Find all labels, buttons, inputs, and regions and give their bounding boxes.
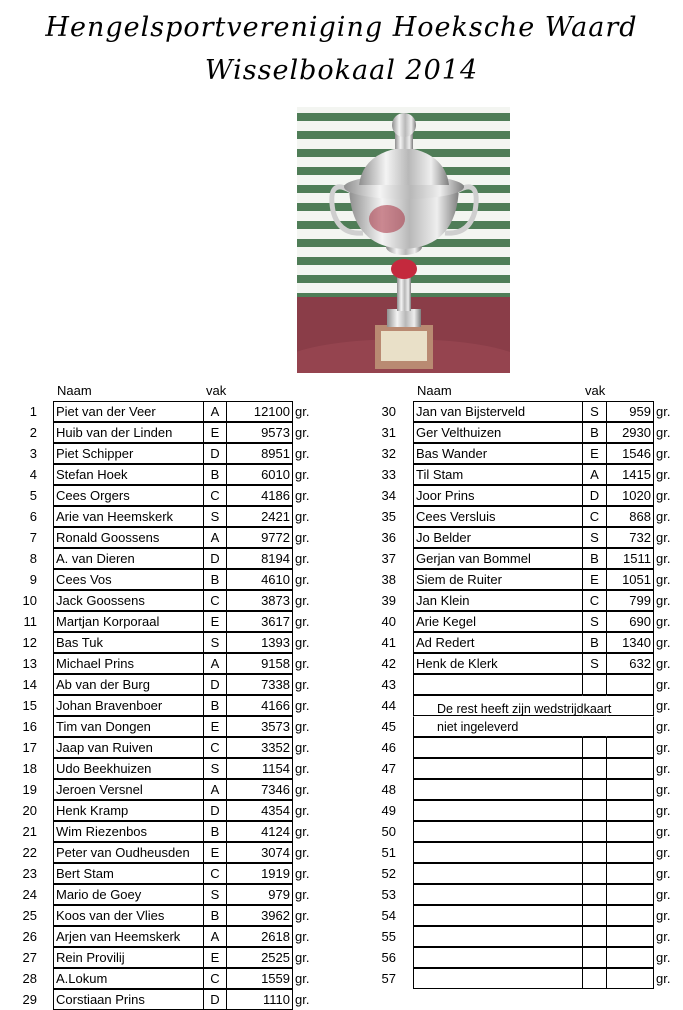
name-cell: Koos van der Vlies (53, 905, 204, 926)
row-number: 45 (381, 719, 396, 734)
name-cell: Til Stam (413, 464, 583, 485)
vak-cell (582, 800, 607, 821)
name-cell: Corstiaan Prins (53, 989, 204, 1010)
unit-label: gr. (656, 551, 671, 566)
name-cell (413, 758, 583, 779)
vak-cell (582, 884, 607, 905)
row-number: 37 (381, 551, 396, 566)
unit-label: gr. (295, 404, 310, 419)
vak-cell: C (203, 590, 227, 611)
unit-label: gr. (656, 572, 671, 587)
weight-cell: 1020 (606, 485, 654, 506)
row-number: 14 (22, 677, 37, 692)
unit-label: gr. (295, 677, 310, 692)
row-number: 16 (22, 719, 37, 734)
name-cell: Siem de Ruiter (413, 569, 583, 590)
weight-cell (606, 842, 654, 863)
weight-cell: 1559 (226, 968, 293, 989)
weight-cell (606, 884, 654, 905)
weight-cell: 979 (226, 884, 293, 905)
vak-cell: B (203, 905, 227, 926)
vak-cell: B (203, 464, 227, 485)
name-cell (413, 842, 583, 863)
row-number: 50 (381, 824, 396, 839)
unit-label: gr. (656, 698, 671, 713)
unit-label: gr. (656, 404, 671, 419)
row-number: 54 (381, 908, 396, 923)
row-number: 15 (22, 698, 37, 713)
weight-cell: 1051 (606, 569, 654, 590)
unit-label: gr. (295, 467, 310, 482)
weight-cell (606, 926, 654, 947)
unit-label: gr. (656, 446, 671, 461)
weight-cell: 690 (606, 611, 654, 632)
weight-cell: 1511 (606, 548, 654, 569)
vak-cell: A (203, 926, 227, 947)
weight-cell (606, 863, 654, 884)
unit-label: gr. (295, 635, 310, 650)
unit-label: gr. (295, 488, 310, 503)
vak-cell: D (203, 443, 227, 464)
name-cell: Gerjan van Bommel (413, 548, 583, 569)
vak-cell: B (582, 632, 607, 653)
row-number: 55 (381, 929, 396, 944)
page-title: Hengelsportvereniging Hoeksche Waard (45, 12, 638, 43)
row-number: 10 (22, 593, 37, 608)
unit-label: gr. (656, 740, 671, 755)
unit-label: gr. (295, 866, 310, 881)
name-cell: Peter van Oudheusden (53, 842, 204, 863)
row-number: 27 (22, 950, 37, 965)
unit-label: gr. (295, 740, 310, 755)
vak-cell (582, 905, 607, 926)
vak-cell: B (203, 695, 227, 716)
vak-cell: A (203, 779, 227, 800)
weight-cell: 9573 (226, 422, 293, 443)
header-vak-left: vak (206, 383, 227, 398)
row-number: 30 (381, 404, 396, 419)
name-cell: Ger Velthuizen (413, 422, 583, 443)
row-number: 24 (22, 887, 37, 902)
note-line-1: De rest heeft zijn wedstrijdkaart (437, 702, 612, 716)
unit-label: gr. (295, 887, 310, 902)
name-cell: Arie Kegel (413, 611, 583, 632)
weight-cell: 7338 (226, 674, 293, 695)
vak-cell: E (582, 443, 607, 464)
row-number: 42 (381, 656, 396, 671)
weight-cell: 1393 (226, 632, 293, 653)
unit-label: gr. (295, 824, 310, 839)
unit-label: gr. (656, 530, 671, 545)
unit-label: gr. (656, 593, 671, 608)
unit-label: gr. (656, 866, 671, 881)
name-cell: Ad Redert (413, 632, 583, 653)
vak-cell (582, 863, 607, 884)
row-number: 33 (381, 467, 396, 482)
weight-cell: 9772 (226, 527, 293, 548)
row-number: 20 (22, 803, 37, 818)
unit-label: gr. (656, 467, 671, 482)
weight-cell: 4186 (226, 485, 293, 506)
weight-cell: 4610 (226, 569, 293, 590)
weight-cell (606, 758, 654, 779)
row-number: 2 (29, 425, 37, 440)
weight-cell: 632 (606, 653, 654, 674)
unit-label: gr. (295, 971, 310, 986)
name-cell: Jaap van Ruiven (53, 737, 204, 758)
name-cell (413, 968, 583, 989)
unit-label: gr. (656, 887, 671, 902)
weight-cell: 7346 (226, 779, 293, 800)
row-number: 36 (381, 530, 396, 545)
unit-label: gr. (295, 908, 310, 923)
vak-cell (582, 821, 607, 842)
weight-cell: 3573 (226, 716, 293, 737)
row-number: 9 (29, 572, 37, 587)
row-number: 53 (381, 887, 396, 902)
vak-cell: S (582, 611, 607, 632)
row-number: 40 (381, 614, 396, 629)
row-number: 12 (22, 635, 37, 650)
vak-cell: C (203, 737, 227, 758)
weight-cell: 4166 (226, 695, 293, 716)
name-cell: Bas Tuk (53, 632, 204, 653)
weight-cell (606, 737, 654, 758)
unit-label: gr. (295, 845, 310, 860)
name-cell: Cees Orgers (53, 485, 204, 506)
weight-cell: 1110 (226, 989, 293, 1010)
unit-label: gr. (295, 425, 310, 440)
weight-cell: 12100 (226, 401, 293, 422)
vak-cell (582, 758, 607, 779)
row-number: 22 (22, 845, 37, 860)
row-number: 35 (381, 509, 396, 524)
vak-cell: D (203, 800, 227, 821)
weight-cell: 1546 (606, 443, 654, 464)
name-cell: Henk de Klerk (413, 653, 583, 674)
unit-label: gr. (295, 803, 310, 818)
weight-cell: 868 (606, 506, 654, 527)
vak-cell: A (582, 464, 607, 485)
unit-label: gr. (656, 509, 671, 524)
unit-label: gr. (656, 719, 671, 734)
unit-label: gr. (295, 761, 310, 776)
row-number: 1 (29, 404, 37, 419)
row-number: 38 (381, 572, 396, 587)
vak-cell: D (203, 548, 227, 569)
unit-label: gr. (656, 908, 671, 923)
row-number: 34 (381, 488, 396, 503)
name-cell: Henk Kramp (53, 800, 204, 821)
name-cell: Michael Prins (53, 653, 204, 674)
row-number: 57 (381, 971, 396, 986)
vak-cell: B (582, 548, 607, 569)
name-cell: Rein Provilij (53, 947, 204, 968)
weight-cell: 1154 (226, 758, 293, 779)
row-number: 43 (381, 677, 396, 692)
weight-cell: 8951 (226, 443, 293, 464)
weight-cell: 799 (606, 590, 654, 611)
row-number: 46 (381, 740, 396, 755)
weight-cell: 1919 (226, 863, 293, 884)
row-number: 49 (381, 803, 396, 818)
vak-cell: S (203, 632, 227, 653)
vak-cell: E (203, 947, 227, 968)
weight-cell: 2525 (226, 947, 293, 968)
vak-cell: S (582, 527, 607, 548)
weight-cell (606, 947, 654, 968)
name-cell (413, 947, 583, 968)
name-cell: Martjan Korporaal (53, 611, 204, 632)
name-cell (413, 800, 583, 821)
unit-label: gr. (656, 761, 671, 776)
page-subtitle: Wisselbokaal 2014 (204, 55, 479, 86)
vak-cell: S (582, 401, 607, 422)
row-number: 7 (29, 530, 37, 545)
row-number: 51 (381, 845, 396, 860)
name-cell: Jack Goossens (53, 590, 204, 611)
weight-cell (606, 779, 654, 800)
name-cell: Stefan Hoek (53, 464, 204, 485)
name-cell (413, 884, 583, 905)
weight-cell (606, 716, 654, 737)
weight-cell: 4354 (226, 800, 293, 821)
name-cell (413, 779, 583, 800)
row-number: 31 (381, 425, 396, 440)
name-cell: Bert Stam (53, 863, 204, 884)
unit-label: gr. (295, 950, 310, 965)
vak-cell (582, 842, 607, 863)
row-number: 41 (381, 635, 396, 650)
vak-cell: A (203, 527, 227, 548)
weight-cell: 6010 (226, 464, 293, 485)
unit-label: gr. (295, 593, 310, 608)
row-number: 56 (381, 950, 396, 965)
vak-cell: A (203, 653, 227, 674)
weight-cell (606, 821, 654, 842)
unit-label: gr. (656, 950, 671, 965)
row-number: 6 (29, 509, 37, 524)
unit-label: gr. (656, 635, 671, 650)
header-vak-right: vak (585, 383, 606, 398)
unit-label: gr. (295, 719, 310, 734)
vak-cell: C (203, 485, 227, 506)
vak-cell: C (582, 590, 607, 611)
weight-cell: 1415 (606, 464, 654, 485)
unit-label: gr. (656, 824, 671, 839)
weight-cell: 732 (606, 527, 654, 548)
vak-cell: E (203, 716, 227, 737)
vak-cell (582, 779, 607, 800)
name-cell (413, 926, 583, 947)
unit-label: gr. (656, 656, 671, 671)
row-number: 8 (29, 551, 37, 566)
name-cell: Cees Vos (53, 569, 204, 590)
unit-label: gr. (295, 782, 310, 797)
name-cell: Bas Wander (413, 443, 583, 464)
row-number: 39 (381, 593, 396, 608)
name-cell (413, 863, 583, 884)
vak-cell: E (582, 569, 607, 590)
unit-label: gr. (656, 782, 671, 797)
weight-cell (606, 695, 654, 716)
header-naam-right: Naam (417, 383, 452, 398)
vak-cell (582, 674, 607, 695)
row-number: 4 (29, 467, 37, 482)
vak-cell: D (203, 674, 227, 695)
row-number: 13 (22, 656, 37, 671)
name-cell: Jan Klein (413, 590, 583, 611)
unit-label: gr. (656, 803, 671, 818)
vak-cell: E (203, 842, 227, 863)
name-cell: Wim Riezenbos (53, 821, 204, 842)
weight-cell: 3074 (226, 842, 293, 863)
vak-cell: C (582, 506, 607, 527)
vak-cell: S (203, 758, 227, 779)
row-number: 21 (22, 824, 37, 839)
name-cell: Jeroen Versnel (53, 779, 204, 800)
name-cell: Piet Schipper (53, 443, 204, 464)
unit-label: gr. (295, 551, 310, 566)
vak-cell: B (203, 569, 227, 590)
vak-cell: S (203, 506, 227, 527)
row-number: 11 (23, 614, 37, 629)
weight-cell: 3617 (226, 611, 293, 632)
name-cell: Mario de Goey (53, 884, 204, 905)
name-cell: Ronald Goossens (53, 527, 204, 548)
vak-cell: D (203, 989, 227, 1010)
weight-cell: 4124 (226, 821, 293, 842)
weight-cell: 2421 (226, 506, 293, 527)
vak-cell: B (582, 422, 607, 443)
weight-cell (606, 905, 654, 926)
unit-label: gr. (656, 929, 671, 944)
row-number: 28 (22, 971, 37, 986)
name-cell: A.Lokum (53, 968, 204, 989)
row-number: 5 (29, 488, 37, 503)
weight-cell (606, 674, 654, 695)
unit-label: gr. (656, 677, 671, 692)
name-cell: Johan Bravenboer (53, 695, 204, 716)
weight-cell: 2618 (226, 926, 293, 947)
vak-cell: A (203, 401, 227, 422)
row-number: 52 (381, 866, 396, 881)
name-cell: Piet van der Veer (53, 401, 204, 422)
row-number: 48 (381, 782, 396, 797)
vak-cell: B (203, 821, 227, 842)
weight-cell: 3352 (226, 737, 293, 758)
vak-cell (582, 737, 607, 758)
unit-label: gr. (295, 614, 310, 629)
row-number: 44 (381, 698, 396, 713)
vak-cell: D (582, 485, 607, 506)
weight-cell: 1340 (606, 632, 654, 653)
name-cell (413, 821, 583, 842)
vak-cell: E (203, 611, 227, 632)
vak-cell (582, 968, 607, 989)
weight-cell: 3873 (226, 590, 293, 611)
note-line-2: niet ingeleverd (437, 720, 519, 734)
weight-cell: 959 (606, 401, 654, 422)
unit-label: gr. (295, 656, 310, 671)
weight-cell: 9158 (226, 653, 293, 674)
unit-label: gr. (295, 572, 310, 587)
vak-cell (582, 926, 607, 947)
unit-label: gr. (656, 845, 671, 860)
vak-cell: C (203, 863, 227, 884)
name-cell (413, 905, 583, 926)
name-cell: Huib van der Linden (53, 422, 204, 443)
weight-cell (606, 968, 654, 989)
weight-cell: 2930 (606, 422, 654, 443)
row-number: 26 (22, 929, 37, 944)
vak-cell (582, 716, 607, 737)
vak-cell: S (203, 884, 227, 905)
vak-cell (582, 947, 607, 968)
name-cell (413, 674, 583, 695)
name-cell: Arie van Heemskerk (53, 506, 204, 527)
name-cell: Arjen van Heemskerk (53, 926, 204, 947)
name-cell: Udo Beekhuizen (53, 758, 204, 779)
name-cell: Ab van der Burg (53, 674, 204, 695)
row-number: 32 (381, 446, 396, 461)
unit-label: gr. (295, 992, 310, 1007)
unit-label: gr. (295, 698, 310, 713)
vak-cell: E (203, 422, 227, 443)
unit-label: gr. (656, 425, 671, 440)
name-cell: Joor Prins (413, 485, 583, 506)
name-cell: Jo Belder (413, 527, 583, 548)
unit-label: gr. (295, 530, 310, 545)
weight-cell (606, 800, 654, 821)
header-naam-left: Naam (57, 383, 92, 398)
name-cell: Cees Versluis (413, 506, 583, 527)
row-number: 19 (22, 782, 37, 797)
name-cell: Tim van Dongen (53, 716, 204, 737)
unit-label: gr. (295, 929, 310, 944)
row-number: 18 (22, 761, 37, 776)
unit-label: gr. (656, 488, 671, 503)
row-number: 3 (29, 446, 37, 461)
trophy-photo (297, 107, 510, 373)
name-cell: Jan van Bijsterveld (413, 401, 583, 422)
unit-label: gr. (656, 971, 671, 986)
row-number: 23 (22, 866, 37, 881)
row-number: 47 (381, 761, 396, 776)
unit-label: gr. (295, 446, 310, 461)
name-cell: A. van Dieren (53, 548, 204, 569)
vak-cell: C (203, 968, 227, 989)
name-cell (413, 737, 583, 758)
weight-cell: 3962 (226, 905, 293, 926)
unit-label: gr. (656, 614, 671, 629)
vak-cell: S (582, 653, 607, 674)
weight-cell: 8194 (226, 548, 293, 569)
row-number: 17 (22, 740, 37, 755)
row-number: 25 (22, 908, 37, 923)
unit-label: gr. (295, 509, 310, 524)
row-number: 29 (22, 992, 37, 1007)
